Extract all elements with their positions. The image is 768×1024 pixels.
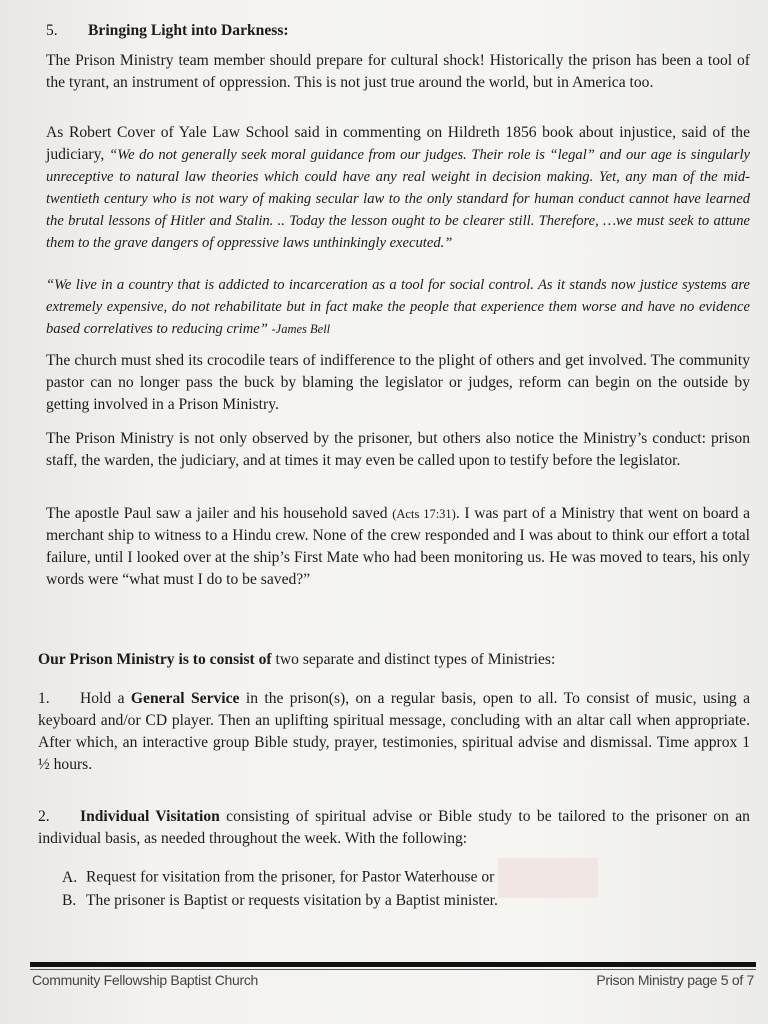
quote-attribution: -James Bell <box>271 322 331 336</box>
paragraph-6-text-cont: . I was part of a Ministry that went on board a merchant ship to witness to a Hindu crew. None of the crew responded and I was about to think our effort a total failure, until I looked over at the ship’s First Mate who had been monitoring us. He was moved to tears, his only words were “what must I do to be saved?” <box>46 505 750 588</box>
paragraph-2-intro: As Robert Cover of Yale Law School said in commenting on Hildreth 1856 book about injustice, said of the judiciary, <box>46 124 750 163</box>
paragraph-1: The Prison Ministry team member should prepare for cultural shock! Historically the prison has been a tool of the tyrant, an instrument of oppression. This is not just true around the world, but in America too. <box>46 52 750 91</box>
section-title: Bringing Light into Darkness: <box>88 22 289 39</box>
ministry-intro-rest: two separate and distinct types of Ministries: <box>271 651 556 668</box>
subitem-b <box>62 890 742 912</box>
footer-rule-thin <box>30 969 756 970</box>
paragraph-5: The Prison Ministry is not only observed by the prisoner, but others also notice the Ministry’s conduct: prison staff, the warden, the judiciary, and at times it may even be called upon to testify before the legislator. <box>46 430 750 469</box>
subitem-text: Request for visitation from the prisoner, for Pastor Waterhouse or <box>86 868 495 886</box>
paragraph-2 <box>46 122 750 254</box>
item-text: Hold a <box>80 690 131 707</box>
ministry-item-1 <box>38 688 750 776</box>
ministry-intro-bold: Our Prison Ministry is to consist of <box>38 651 272 668</box>
paragraph-6 <box>46 503 750 591</box>
footer-church-name: Community Fellowship Baptist Church <box>32 972 259 988</box>
footer-page-number: Prison Ministry page 5 of 7 <box>596 972 754 988</box>
subitem-text: The prisoner is Baptist or requests visitation by a Baptist minister. <box>86 892 498 909</box>
section-heading <box>46 20 750 42</box>
item-number: 1. <box>38 690 50 707</box>
paragraph-3 <box>46 274 750 340</box>
item-text: consisting of spiritual advise or Bible study to be tailored to the prisoner on an individual basis, as needed throughout the week. With the following: <box>38 808 750 847</box>
item-number: 2. <box>38 808 50 825</box>
bell-quote: “We live in a country that is addicted to incarceration as a tool for social control. As it stands now justice systems are extremely expensive, do not rehabilitate but in fact make the people that experience them worse and have no evidence based correlatives to reducing crime” <box>46 277 750 337</box>
item-title: Individual Visitation <box>80 808 220 825</box>
footer-rule <box>30 962 756 967</box>
ministry-item-2 <box>38 806 750 850</box>
scripture-reference: (Acts 17:31) <box>392 507 456 521</box>
section-number: 5. <box>46 22 58 39</box>
subitem-label: A. <box>62 868 78 886</box>
item-title: General Service <box>130 690 240 707</box>
subitem-label: B. <box>62 892 77 909</box>
paragraph-6-text: The apostle Paul saw a jailer and his household saved <box>46 505 393 522</box>
item-text: in the prison(s), on a regular basis, open to all. To consist of music, using a keyboard and/or CD player. Then an uplifting spiritual message, concluding with an altar call when appropriate. After which, an interactive group Bible study, prayer, testimonies, spiritual advise and dismissal. Time approx 1 ½ hours. <box>38 690 750 773</box>
cover-quote: “We do not generally seek moral guidance from our judges. Their role is “legal” and our age is singularly unreceptive to natural law theories which could have any real weight in decision making. Yet, any man of the mid-twentieth century who is not wary of making secular law to the only standard for human conduct cannot have learned the brutal lessons of Hitler and Stalin. .. Today the lesson ought to be clearer still. Therefore, …we must seek to attune them to the grave dangers of oppressive laws unthinkingly executed.” <box>46 147 750 251</box>
ministry-intro <box>38 649 742 671</box>
paragraph-4: The church must shed its crocodile tears of indifference to the plight of others and get involved. The community pastor can no longer pass the buck by blaming the legislator or judges, reform can begin on the outside by getting involved in a Prison Ministry. <box>46 352 750 413</box>
